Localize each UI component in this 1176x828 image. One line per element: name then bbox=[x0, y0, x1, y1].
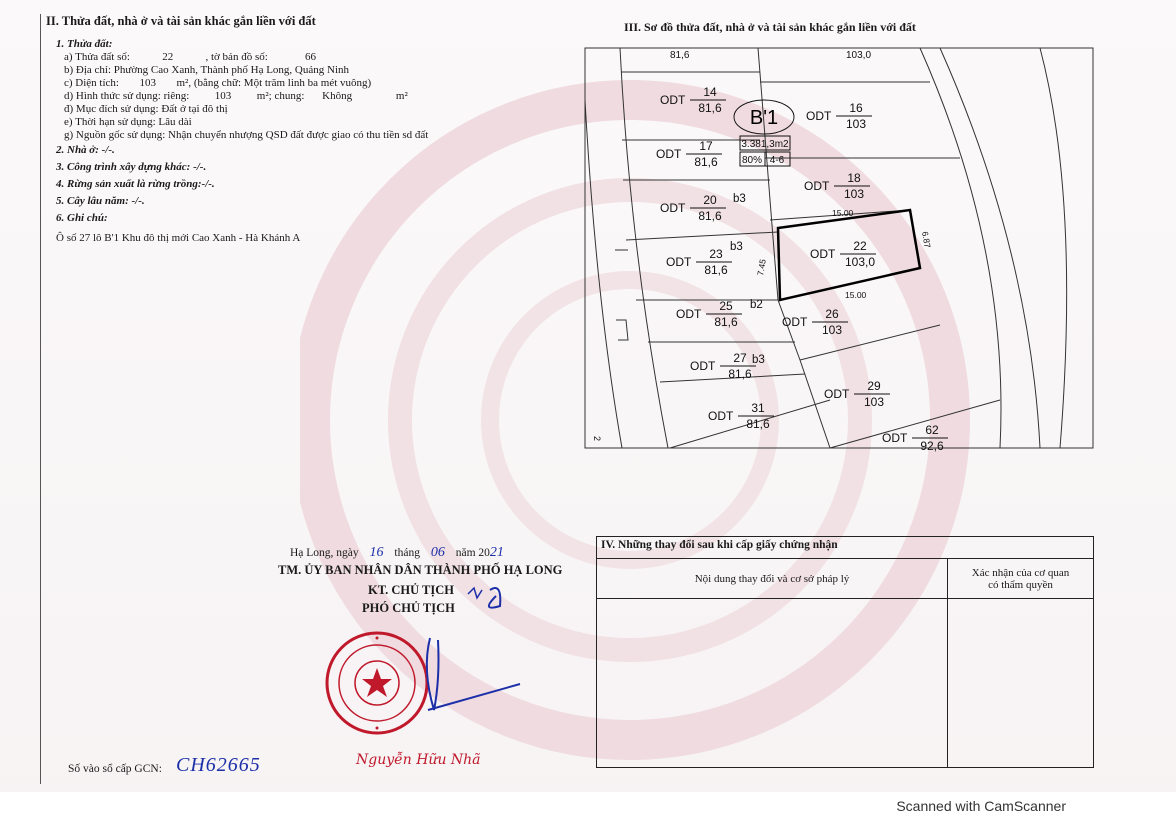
top-cut-right: 103,0 bbox=[846, 50, 872, 61]
block-label: B'1 bbox=[749, 107, 779, 129]
changes-table bbox=[596, 536, 1094, 768]
common-area: Không bbox=[322, 90, 353, 102]
parcel-odt-62: ODT bbox=[882, 431, 908, 445]
dim-left: 7.45 bbox=[755, 258, 768, 277]
parcel-number-17: 17 bbox=[699, 139, 713, 153]
month-label: tháng bbox=[394, 547, 420, 559]
confirmation-cell bbox=[948, 599, 1094, 768]
parcel-labels bbox=[656, 85, 948, 453]
parcel-label-22 bbox=[810, 239, 876, 269]
changes-content-cell bbox=[597, 599, 948, 768]
parcel-area-31: 81,6 bbox=[746, 417, 770, 431]
left-block-edge bbox=[620, 48, 668, 448]
parcel-odt-25: ODT bbox=[676, 307, 702, 321]
block-density: 80% bbox=[741, 155, 763, 166]
signer-role-1: KT. CHỦ TỊCH bbox=[368, 583, 455, 597]
signature-strokes bbox=[330, 580, 550, 730]
parcel-label-27 bbox=[690, 351, 756, 381]
confirmation-header-line1: Xác nhận của cơ quan bbox=[971, 566, 1070, 579]
parcel-area-22: 103,0 bbox=[844, 255, 876, 269]
map-label: , tờ bản đồ số: bbox=[205, 51, 268, 63]
common-label: m²; chung: bbox=[256, 90, 305, 102]
parcel-number-62: 62 bbox=[925, 423, 939, 437]
parcel-area-25: 81,6 bbox=[714, 315, 738, 329]
place-date bbox=[290, 546, 504, 560]
parcel-area-18: 103 bbox=[843, 187, 865, 201]
parcel-odt-17: ODT bbox=[656, 147, 682, 161]
scan-footer bbox=[0, 792, 1176, 828]
signer-role-2: PHÓ CHỦ TỊCH bbox=[362, 601, 455, 615]
dim-bottom: 15.00 bbox=[845, 290, 867, 300]
b3-label-1: b3 bbox=[733, 193, 746, 205]
date-day: 16 bbox=[369, 545, 384, 560]
parcel-area-29: 103 bbox=[863, 395, 885, 409]
b2-label: b2 bbox=[750, 299, 763, 311]
house-item: 2. Nhà ở: -/-. bbox=[56, 144, 115, 156]
parcel-number-26: 26 bbox=[825, 307, 839, 321]
parcel-area-27: 81,6 bbox=[728, 367, 752, 381]
parcel-odt-20: ODT bbox=[660, 201, 686, 215]
parcel-number-20: 20 bbox=[703, 193, 717, 207]
section3-title: III. Sơ đồ thửa đất, nhà ở và tài sản khác gắn liền với đất bbox=[624, 20, 916, 34]
row-line-4 bbox=[626, 232, 778, 240]
parcel-odt-18: ODT bbox=[804, 179, 830, 193]
purpose-line: đ) Mục đích sử dụng: Đất ở tại đô thị bbox=[64, 103, 228, 115]
block-area: 3.381,3m2 bbox=[741, 139, 789, 150]
private-area: 103 bbox=[214, 90, 232, 102]
year-suffix: 21 bbox=[489, 545, 504, 560]
left-road-edge bbox=[585, 48, 622, 448]
section4-title: IV. Những thay đổi sau khi cấp giấy chứng nhận bbox=[597, 537, 1094, 559]
parcel-odt-23: ODT bbox=[666, 255, 692, 269]
registry-label: Số vào sổ cấp GCN: bbox=[68, 763, 162, 775]
dim-right: 6.87 bbox=[920, 230, 933, 249]
parcel-odt-29: ODT bbox=[824, 387, 850, 401]
parcel-number-27: 27 bbox=[733, 351, 747, 365]
notes-item: 6. Ghi chú: bbox=[56, 212, 108, 224]
parcel-number: 22 bbox=[162, 51, 174, 63]
land-heading: 1. Thửa đất: bbox=[56, 38, 113, 50]
parcel-label-29 bbox=[824, 379, 890, 409]
small-lot-1 bbox=[616, 320, 628, 340]
parcel-odt-26: ODT bbox=[782, 315, 808, 329]
area-unit: m², (bằng chữ: Một trăm linh ba mét vuông) bbox=[176, 77, 372, 89]
parcel-odt-31: ODT bbox=[708, 409, 734, 423]
note-text: Ô số 27 lô B'1 Khu đô thị mới Cao Xanh - Hà Khánh A bbox=[56, 232, 301, 244]
right-road-edge-2 bbox=[940, 48, 1040, 448]
signer-name: Nguyễn Hữu Nhã bbox=[356, 752, 481, 768]
b3-label-3: b3 bbox=[752, 354, 765, 366]
registry-number: CH62665 bbox=[176, 754, 261, 776]
parcel-label-26 bbox=[782, 307, 848, 337]
parcel-odt-14: ODT bbox=[660, 93, 686, 107]
scanner-watermark: Scanned with CamScanner bbox=[896, 798, 1066, 814]
address-line: b) Địa chỉ: Phường Cao Xanh, Thành phố Hạ Long, Quảng Ninh bbox=[64, 64, 350, 76]
parcel-label-20 bbox=[660, 193, 726, 223]
parcel-label-18 bbox=[804, 171, 870, 201]
date-prefix: Hạ Long, ngày bbox=[290, 547, 359, 559]
parcel-label-25 bbox=[676, 299, 742, 329]
parcel-number-31: 31 bbox=[751, 401, 765, 415]
parcel-number-29: 29 bbox=[867, 379, 881, 393]
top-cut-left: 81,6 bbox=[670, 50, 690, 61]
dim-top: 15.00 bbox=[832, 208, 854, 218]
right-row-6 bbox=[830, 400, 1000, 448]
parcel-area-26: 103 bbox=[821, 323, 843, 337]
parcel-number-18: 18 bbox=[847, 171, 861, 185]
parcel-number-23: 23 bbox=[709, 247, 723, 261]
changes-content-header: Nội dung thay đổi và cơ sở pháp lý bbox=[597, 559, 948, 599]
parcel-number-22: 22 bbox=[853, 239, 867, 253]
parcel-number-14: 14 bbox=[703, 85, 717, 99]
other-construction-item: 3. Công trình xây dựng khác: -/-. bbox=[56, 161, 207, 173]
parcel-label-23 bbox=[666, 247, 732, 277]
area-label: c) Diện tích: bbox=[64, 77, 119, 89]
date-month: 06 bbox=[430, 545, 445, 560]
b3-label-2: b3 bbox=[730, 241, 743, 253]
parcel-area-14: 81,6 bbox=[698, 101, 722, 115]
area-value: 103 bbox=[139, 77, 156, 89]
parcel-area-16: 103 bbox=[845, 117, 867, 131]
parcel-label: a) Thửa đất số: bbox=[64, 51, 130, 63]
perennial-item: 5. Cây lâu năm: -/-. bbox=[56, 195, 145, 207]
parcel-odt-22: ODT bbox=[810, 247, 836, 261]
right-road-edge bbox=[920, 48, 1001, 448]
bottom-marker: 2 bbox=[592, 436, 602, 442]
parcel-number-25: 25 bbox=[719, 299, 733, 313]
parcel-odt-16: ODT bbox=[806, 109, 832, 123]
parcel-area-62: 92,6 bbox=[920, 439, 944, 453]
right-road-edge-3 bbox=[1040, 48, 1067, 448]
parcel-number-16: 16 bbox=[849, 101, 863, 115]
block-floors: 4-6 bbox=[769, 155, 785, 166]
parcel-label-17 bbox=[656, 139, 722, 169]
common-unit: m² bbox=[395, 90, 408, 102]
term-line: e) Thời hạn sử dụng: Lâu dài bbox=[64, 116, 192, 128]
parcel-area-17: 81,6 bbox=[694, 155, 718, 169]
map-number: 66 bbox=[305, 51, 317, 63]
section2-title: II. Thửa đất, nhà ở và tài sản khác gắn liền với đất bbox=[46, 14, 316, 28]
parcel-odt-27: ODT bbox=[690, 359, 716, 373]
confirmation-header-line2: có thẩm quyền bbox=[988, 578, 1053, 591]
origin-line: g) Nguồn gốc sử dụng: Nhận chuyển nhượng QSD đất được giao có thu tiền sd đất bbox=[64, 129, 429, 141]
confirmation-header bbox=[948, 559, 1094, 599]
parcel-label-14 bbox=[660, 85, 726, 115]
parcel-label-16 bbox=[806, 101, 872, 131]
usage-form-label: d) Hình thức sử dụng: riêng: bbox=[64, 90, 190, 102]
parcel-area-23: 81,6 bbox=[704, 263, 728, 277]
forest-item: 4. Rừng sản xuất là rừng trồng:-/-. bbox=[56, 178, 215, 190]
issuing-organization: TM. ỦY BAN NHÂN DÂN THÀNH PHỐ HẠ LONG bbox=[278, 563, 563, 577]
parcel-area-20: 81,6 bbox=[698, 209, 722, 223]
year-label: năm 20 bbox=[455, 547, 490, 559]
